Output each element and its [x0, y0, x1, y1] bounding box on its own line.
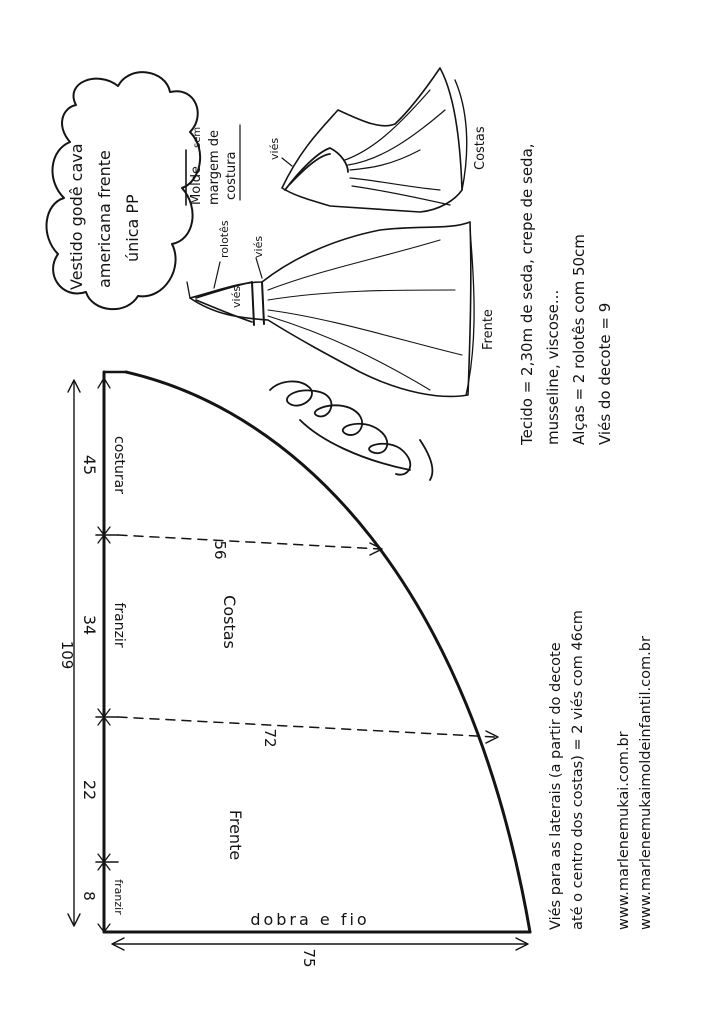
bias-note-line-2: até o centro dos costas) = 2 viés com 46cm [570, 610, 586, 930]
dim-total-75: 75 [300, 948, 318, 968]
segment-value-34: 34 [80, 614, 99, 636]
website-2: www.marlenemukaimoldeinfantil.com.br [638, 636, 654, 930]
fold-label: dobra e fio [250, 910, 370, 929]
sketch-label-vies-front: viés [252, 235, 265, 258]
title-line-1: Vestido godê cava [67, 143, 86, 290]
guide-line-56 [118, 535, 380, 549]
line-length-72: 72 [261, 728, 279, 748]
division-ticks [96, 535, 118, 862]
materials-fabric: Tecido = 2,30m de seda, crepe de seda, [518, 143, 536, 445]
materials-fabric-cont: musseline, viscose... [544, 289, 562, 445]
dimension-lines [68, 378, 528, 950]
dim-total-109: 109 [58, 640, 76, 670]
piece-label-costas: Costas [220, 595, 239, 649]
title-line-3: única PP [123, 194, 142, 262]
segment-note-costurar: costurar [111, 435, 127, 495]
website-1: www.marlenemukai.com.br [616, 731, 632, 930]
sketch-label-rolotes: rolotês [218, 220, 231, 258]
segment-note-franzir: franzir [111, 602, 127, 648]
sketch-label-frente: Frente [481, 309, 496, 350]
sketch-label-vies-back: viés [268, 137, 281, 160]
title-line-2: americana frente [95, 150, 114, 288]
pattern-piece [96, 372, 530, 932]
piece-label-frente: Frente [226, 809, 245, 861]
materials-straps: Alças = 2 rolotês com 50cm [570, 234, 588, 445]
line-length-56: 56 [211, 540, 229, 560]
mold-note-4: costura [224, 151, 239, 200]
curved-hem [126, 372, 530, 932]
mold-note-2: sem [192, 126, 203, 148]
sketch-label-costas: Costas [473, 126, 488, 170]
back-dress-sketch [282, 68, 467, 212]
materials-neckline: Viés do decote = 9 [596, 302, 614, 445]
segment-note-franzir-small: franzir [112, 879, 125, 915]
sketch-label-vies-left: viés [230, 285, 243, 308]
segment-value-22: 22 [80, 779, 99, 801]
bias-note-line-1: Viés para as laterais (a partir do decote [548, 642, 564, 930]
mold-note-3: margem de [207, 129, 222, 205]
mold-note-1: Molde [189, 165, 204, 205]
guide-line-72 [118, 717, 495, 737]
signature [270, 381, 432, 480]
segment-value-8: 8 [80, 891, 98, 901]
segment-value-45: 45 [80, 454, 99, 476]
